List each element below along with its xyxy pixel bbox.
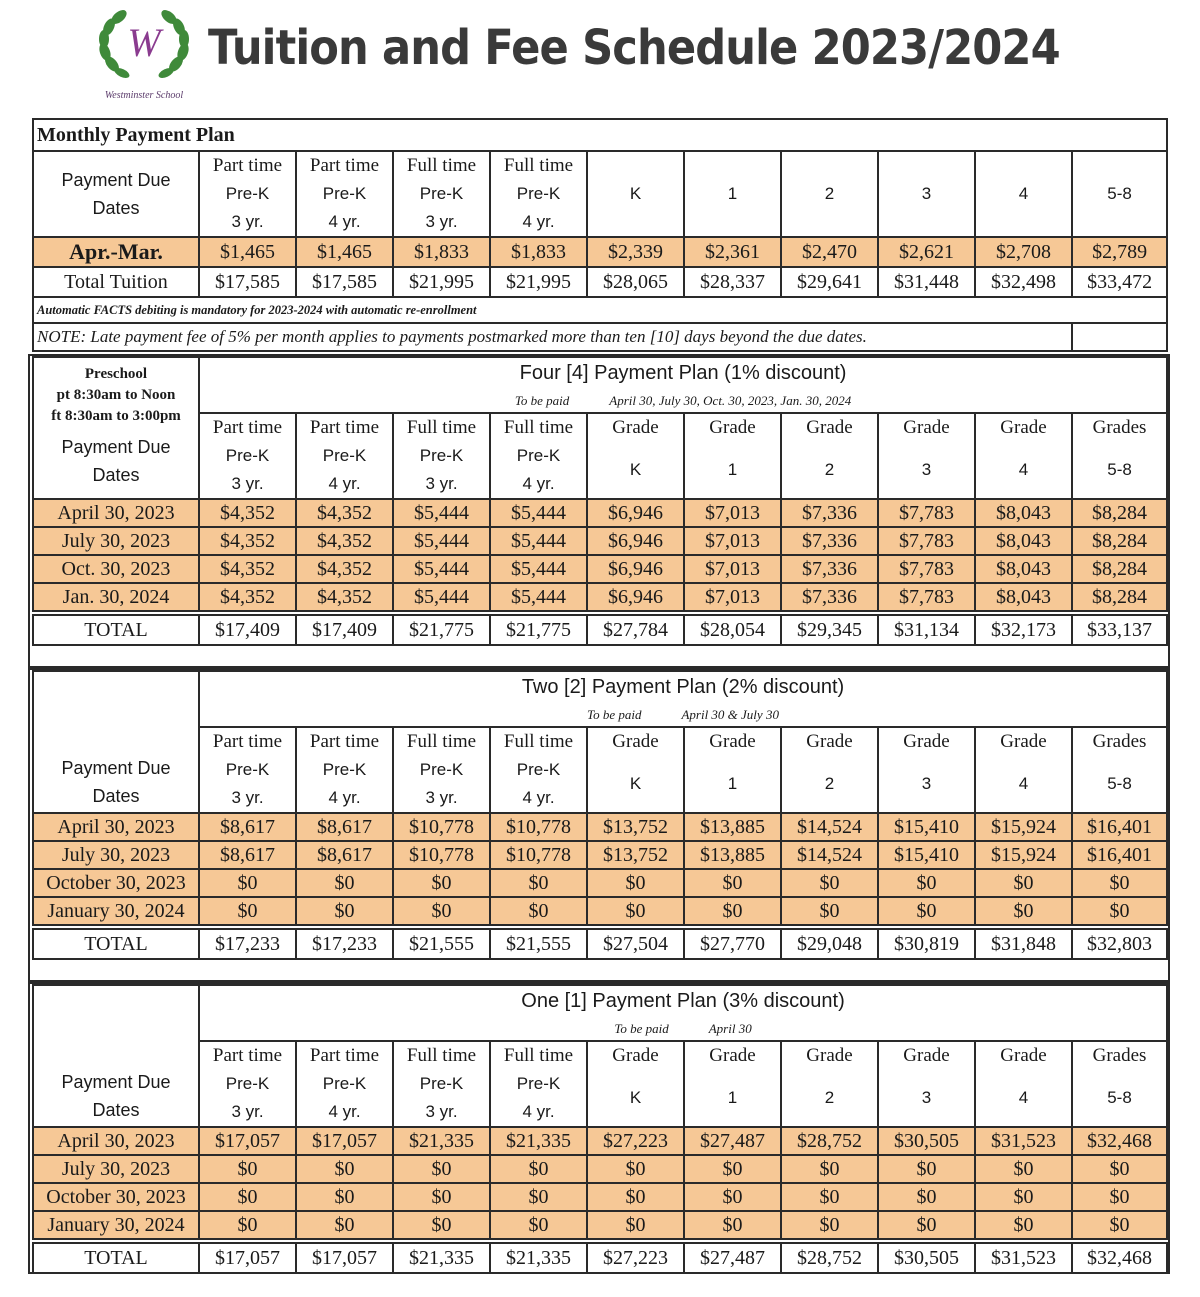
plan-column-header: Grades 5-8	[1072, 727, 1167, 813]
amount-cell: $4,352	[199, 527, 296, 555]
amount-cell: $0	[781, 869, 878, 897]
amount-cell: $0	[393, 1211, 490, 1239]
amount-cell: $0	[587, 1155, 684, 1183]
amount-cell: $10,778	[490, 813, 587, 841]
plan-column-header: Grade 3	[878, 727, 975, 813]
logo-caption: Westminster School	[104, 90, 184, 101]
amount-cell: $8,284	[1072, 583, 1167, 611]
plan-schedule	[199, 1017, 1167, 1041]
plan-column-header: Grade 1	[684, 727, 781, 813]
amount-cell: $8,043	[975, 527, 1072, 555]
amount-cell: $8,284	[1072, 555, 1167, 583]
total-label: TOTAL	[33, 615, 199, 645]
monthly-amount-cell: $1,465	[199, 237, 296, 267]
amount-cell: $17,057	[199, 1127, 296, 1155]
total-cell: $27,487	[684, 1243, 781, 1273]
amount-cell: $8,284	[1072, 527, 1167, 555]
amount-cell: $0	[975, 1155, 1072, 1183]
amount-cell: $10,778	[393, 813, 490, 841]
amount-cell: $7,013	[684, 527, 781, 555]
amount-cell: $7,336	[781, 499, 878, 527]
four-payment-plan-table	[32, 356, 1168, 646]
amount-cell: $0	[781, 1211, 878, 1239]
plan-column-header: Part time Pre-K 3 yr.	[199, 727, 296, 813]
to-be-paid-label: To be paid	[587, 706, 642, 722]
amount-cell: $14,524	[781, 841, 878, 869]
amount-cell: $4,352	[199, 583, 296, 611]
monthly-amount-cell: $1,833	[490, 237, 587, 267]
amount-cell: $8,043	[975, 499, 1072, 527]
total-cell: $17,409	[296, 615, 393, 645]
amount-cell: $0	[296, 1183, 393, 1211]
plan-dates: April 30 & July 30	[681, 706, 779, 722]
amount-cell: $0	[296, 1155, 393, 1183]
monthly-column-header: 5-8	[1072, 151, 1167, 237]
amount-cell: $7,013	[684, 499, 781, 527]
preschool-hours: pt 8:30am to Noon	[56, 387, 176, 403]
total-cell: $33,137	[1072, 615, 1167, 645]
amount-cell: $32,468	[1072, 1127, 1167, 1155]
amount-cell: $7,013	[684, 583, 781, 611]
plan-column-header: Grade 4	[975, 727, 1072, 813]
plan-column-header: Full time Pre-K 4 yr.	[490, 413, 587, 499]
amount-cell: $8,043	[975, 583, 1072, 611]
amount-cell: $0	[296, 1211, 393, 1239]
amount-cell: $0	[587, 869, 684, 897]
amount-cell: $6,946	[587, 499, 684, 527]
plan-column-header: Grade 4	[975, 1041, 1072, 1127]
payment-due-header: Payment Due Dates	[33, 671, 199, 813]
amount-cell: $13,885	[684, 813, 781, 841]
amount-cell: $7,336	[781, 555, 878, 583]
amount-cell: $15,924	[975, 813, 1072, 841]
total-cell: $21,335	[393, 1243, 490, 1273]
total-cell: $21,775	[490, 615, 587, 645]
total-cell: $32,468	[1072, 1243, 1167, 1273]
plan-column-header: Full time Pre-K 3 yr.	[393, 727, 490, 813]
total-tuition-cell: $33,472	[1072, 267, 1167, 297]
due-date-label: January 30, 2024	[33, 1211, 199, 1239]
amount-cell: $0	[975, 897, 1072, 925]
amount-cell: $5,444	[393, 499, 490, 527]
plan-column-header: Part time Pre-K 4 yr.	[296, 727, 393, 813]
amount-cell: $0	[878, 1155, 975, 1183]
payment-due-header: Payment Due Dates	[33, 151, 199, 237]
plan-column-header: Grade 2	[781, 727, 878, 813]
total-tuition-cell: $28,337	[684, 267, 781, 297]
amount-cell: $4,352	[296, 527, 393, 555]
amount-cell: $8,617	[296, 813, 393, 841]
amount-cell: $10,778	[490, 841, 587, 869]
amount-cell: $6,946	[587, 527, 684, 555]
plan-column-header: Part time Pre-K 4 yr.	[296, 413, 393, 499]
amount-cell: $0	[878, 1183, 975, 1211]
monthly-column-header: Part time Pre-K 4 yr.	[296, 151, 393, 237]
amount-cell: $0	[781, 1155, 878, 1183]
total-cell: $28,752	[781, 1243, 878, 1273]
total-cell: $29,345	[781, 615, 878, 645]
page-title: Tuition and Fee Schedule 2023/2024	[208, 20, 1060, 76]
amount-cell: $5,444	[393, 583, 490, 611]
preschool-hours: ft 8:30am to 3:00pm	[51, 408, 181, 424]
late-fee-note: NOTE: Late payment fee of 5% per month applies to payments postmarked more than ten [10] days beyond the due dates.	[33, 323, 1072, 351]
amount-cell: $7,336	[781, 583, 878, 611]
to-be-paid-label: To be paid	[614, 1020, 669, 1036]
total-tuition-cell: $29,641	[781, 267, 878, 297]
amount-cell: $7,783	[878, 527, 975, 555]
total-cell: $31,523	[975, 1243, 1072, 1273]
due-date-label: July 30, 2023	[33, 841, 199, 869]
total-cell: $17,409	[199, 615, 296, 645]
amount-cell: $0	[684, 897, 781, 925]
amount-cell: $15,410	[878, 813, 975, 841]
amount-cell: $4,352	[296, 499, 393, 527]
amount-cell: $0	[684, 869, 781, 897]
facts-note: Automatic FACTS debiting is mandatory for 2023-2024 with automatic re-enrollment	[33, 297, 1167, 323]
amount-cell: $10,778	[393, 841, 490, 869]
amount-cell: $6,946	[587, 583, 684, 611]
total-cell: $21,555	[393, 929, 490, 959]
plan-column-header: Grade 3	[878, 1041, 975, 1127]
two-payment-plan-table	[32, 670, 1168, 960]
amount-cell: $0	[393, 897, 490, 925]
monthly-column-header: Full time Pre-K 3 yr.	[393, 151, 490, 237]
due-date-label: October 30, 2023	[33, 869, 199, 897]
monthly-amount-cell: $2,708	[975, 237, 1072, 267]
amount-cell: $0	[975, 869, 1072, 897]
amount-cell: $0	[587, 897, 684, 925]
total-label: TOTAL	[33, 929, 199, 959]
total-cell: $17,233	[199, 929, 296, 959]
monthly-column-header: K	[587, 151, 684, 237]
laurel-wreath-icon	[92, 6, 196, 94]
total-cell: $27,770	[684, 929, 781, 959]
amount-cell: $0	[1072, 1183, 1167, 1211]
total-cell: $21,555	[490, 929, 587, 959]
total-cell: $32,173	[975, 615, 1072, 645]
amount-cell: $0	[1072, 897, 1167, 925]
amount-cell: $0	[684, 1183, 781, 1211]
school-logo	[92, 6, 196, 106]
plan-column-header: Grade 2	[781, 413, 878, 499]
monthly-amount-cell: $2,361	[684, 237, 781, 267]
total-tuition-cell: $21,995	[490, 267, 587, 297]
total-cell: $27,504	[587, 929, 684, 959]
plan-title: Two [2] Payment Plan (2% discount)	[199, 671, 1167, 703]
due-date-label: July 30, 2023	[33, 527, 199, 555]
total-tuition-cell: $21,995	[393, 267, 490, 297]
due-date-label: January 30, 2024	[33, 897, 199, 925]
due-date-label: Oct. 30, 2023	[33, 555, 199, 583]
amount-cell: $21,335	[490, 1127, 587, 1155]
monthly-amount-cell: $2,621	[878, 237, 975, 267]
amount-cell: $8,617	[199, 841, 296, 869]
one-payment-plan-table	[32, 984, 1168, 1274]
amount-cell: $0	[781, 1183, 878, 1211]
total-tuition-cell: $28,065	[587, 267, 684, 297]
amount-cell: $4,352	[199, 555, 296, 583]
amount-cell: $0	[878, 897, 975, 925]
amount-cell: $0	[781, 897, 878, 925]
plan-column-header: Full time Pre-K 4 yr.	[490, 1041, 587, 1127]
amount-cell: $16,401	[1072, 813, 1167, 841]
plan-column-header: Part time Pre-K 4 yr.	[296, 1041, 393, 1127]
page-header	[0, 0, 1200, 112]
plan-dates: April 30, July 30, Oct. 30, 2023, Jan. 30, 2024	[609, 392, 852, 408]
total-cell: $17,057	[296, 1243, 393, 1273]
amount-cell: $16,401	[1072, 841, 1167, 869]
total-cell: $29,048	[781, 929, 878, 959]
due-date-label: July 30, 2023	[33, 1155, 199, 1183]
total-tuition-label: Total Tuition	[33, 267, 199, 297]
total-cell: $31,134	[878, 615, 975, 645]
plan-column-header: Grades 5-8	[1072, 1041, 1167, 1127]
total-cell: $27,223	[587, 1243, 684, 1273]
amount-cell: $0	[199, 869, 296, 897]
amount-cell: $28,752	[781, 1127, 878, 1155]
total-tuition-cell: $17,585	[199, 267, 296, 297]
total-cell: $31,848	[975, 929, 1072, 959]
amount-cell: $0	[490, 1211, 587, 1239]
plan-column-header: Full time Pre-K 3 yr.	[393, 1041, 490, 1127]
amount-cell: $30,505	[878, 1127, 975, 1155]
amount-cell: $0	[878, 1211, 975, 1239]
plan-column-header: Grade K	[587, 413, 684, 499]
monthly-amount-cell: $1,833	[393, 237, 490, 267]
monthly-column-header: 2	[781, 151, 878, 237]
amount-cell: $0	[296, 869, 393, 897]
due-date-label: October 30, 2023	[33, 1183, 199, 1211]
total-cell: $17,233	[296, 929, 393, 959]
to-be-paid-label: To be paid	[514, 392, 570, 408]
due-date-label: April 30, 2023	[33, 813, 199, 841]
amount-cell: $31,523	[975, 1127, 1072, 1155]
plan-column-header: Grade 2	[781, 1041, 878, 1127]
total-tuition-cell: $31,448	[878, 267, 975, 297]
total-cell: $21,775	[393, 615, 490, 645]
amount-cell: $0	[393, 869, 490, 897]
plan-column-header: Grade 3	[878, 413, 975, 499]
due-date-label: Jan. 30, 2024	[33, 583, 199, 611]
plan-column-header: Grade K	[587, 1041, 684, 1127]
amount-cell: $5,444	[490, 499, 587, 527]
amount-cell: $0	[975, 1183, 1072, 1211]
total-cell: $21,335	[490, 1243, 587, 1273]
due-date-label: April 30, 2023	[33, 499, 199, 527]
amount-cell: $0	[199, 1183, 296, 1211]
amount-cell: $7,336	[781, 527, 878, 555]
amount-cell: $0	[878, 869, 975, 897]
total-tuition-cell: $32,498	[975, 267, 1072, 297]
amount-cell: $5,444	[490, 583, 587, 611]
monthly-payment-table	[32, 118, 1168, 352]
amount-cell: $0	[1072, 869, 1167, 897]
monthly-column-header: Part time Pre-K 3 yr.	[199, 151, 296, 237]
plan-dates: April 30	[708, 1020, 752, 1036]
payment-due-header: Preschool pt 8:30am to Noon ft 8:30am to 3:00pm Payment Due Dates	[33, 357, 199, 499]
plan-schedule	[199, 703, 1167, 727]
amount-cell: $0	[1072, 1155, 1167, 1183]
amount-cell: $0	[296, 897, 393, 925]
amount-cell: $6,946	[587, 555, 684, 583]
amount-cell: $0	[975, 1211, 1072, 1239]
plan-column-header: Grade 4	[975, 413, 1072, 499]
total-cell: $30,819	[878, 929, 975, 959]
plan-column-header: Part time Pre-K 3 yr.	[199, 413, 296, 499]
plan-column-header: Grade 1	[684, 1041, 781, 1127]
amount-cell: $0	[587, 1183, 684, 1211]
amount-cell: $7,783	[878, 499, 975, 527]
amount-cell: $0	[490, 869, 587, 897]
plan-column-header: Part time Pre-K 3 yr.	[199, 1041, 296, 1127]
empty-cell	[1072, 323, 1167, 351]
amount-cell: $8,617	[296, 841, 393, 869]
total-tuition-cell: $17,585	[296, 267, 393, 297]
monthly-amount-cell: $2,470	[781, 237, 878, 267]
amount-cell: $0	[684, 1211, 781, 1239]
amount-cell: $14,524	[781, 813, 878, 841]
amount-cell: $4,352	[199, 499, 296, 527]
payment-due-header: Payment Due Dates	[33, 985, 199, 1127]
amount-cell: $7,783	[878, 555, 975, 583]
monthly-column-header: 1	[684, 151, 781, 237]
monthly-section-title: Monthly Payment Plan	[33, 119, 1167, 151]
amount-cell: $8,284	[1072, 499, 1167, 527]
amount-cell: $0	[199, 1211, 296, 1239]
monthly-amount-cell: $1,465	[296, 237, 393, 267]
amount-cell: $15,410	[878, 841, 975, 869]
amount-cell: $27,223	[587, 1127, 684, 1155]
amount-cell: $0	[684, 1155, 781, 1183]
amount-cell: $4,352	[296, 555, 393, 583]
amount-cell: $17,057	[296, 1127, 393, 1155]
amount-cell: $5,444	[393, 527, 490, 555]
amount-cell: $13,752	[587, 841, 684, 869]
total-label: TOTAL	[33, 1243, 199, 1273]
amount-cell: $5,444	[393, 555, 490, 583]
plan-title: One [1] Payment Plan (3% discount)	[199, 985, 1167, 1017]
amount-cell: $13,752	[587, 813, 684, 841]
monthly-row-label: Apr.-Mar.	[33, 237, 199, 267]
amount-cell: $15,924	[975, 841, 1072, 869]
due-date-label: April 30, 2023	[33, 1127, 199, 1155]
amount-cell: $0	[199, 897, 296, 925]
plan-title: Four [4] Payment Plan (1% discount)	[199, 357, 1167, 389]
amount-cell: $5,444	[490, 527, 587, 555]
amount-cell: $13,885	[684, 841, 781, 869]
amount-cell: $0	[490, 897, 587, 925]
amount-cell: $0	[490, 1155, 587, 1183]
amount-cell: $27,487	[684, 1127, 781, 1155]
plan-column-header: Grade K	[587, 727, 684, 813]
amount-cell: $0	[199, 1155, 296, 1183]
monthly-amount-cell: $2,789	[1072, 237, 1167, 267]
monthly-column-header: Full time Pre-K 4 yr.	[490, 151, 587, 237]
plan-column-header: Full time Pre-K 3 yr.	[393, 413, 490, 499]
monthly-column-header: 4	[975, 151, 1072, 237]
amount-cell: $0	[587, 1211, 684, 1239]
amount-cell: $4,352	[296, 583, 393, 611]
amount-cell: $21,335	[393, 1127, 490, 1155]
amount-cell: $0	[1072, 1211, 1167, 1239]
amount-cell: $0	[490, 1183, 587, 1211]
total-cell: $17,057	[199, 1243, 296, 1273]
svg-text:W: W	[127, 20, 161, 65]
amount-cell: $0	[393, 1155, 490, 1183]
amount-cell: $5,444	[490, 555, 587, 583]
total-cell: $30,505	[878, 1243, 975, 1273]
monthly-amount-cell: $2,339	[587, 237, 684, 267]
plan-column-header: Grade 1	[684, 413, 781, 499]
amount-cell: $7,013	[684, 555, 781, 583]
total-cell: $28,054	[684, 615, 781, 645]
preschool-hours: Preschool	[84, 366, 148, 382]
amount-cell: $7,783	[878, 583, 975, 611]
amount-cell: $8,617	[199, 813, 296, 841]
monthly-column-header: 3	[878, 151, 975, 237]
amount-cell: $0	[393, 1183, 490, 1211]
plan-schedule	[199, 389, 1167, 413]
total-cell: $27,784	[587, 615, 684, 645]
total-cell: $32,803	[1072, 929, 1167, 959]
plan-column-header: Grades 5-8	[1072, 413, 1167, 499]
amount-cell: $8,043	[975, 555, 1072, 583]
plan-column-header: Full time Pre-K 4 yr.	[490, 727, 587, 813]
